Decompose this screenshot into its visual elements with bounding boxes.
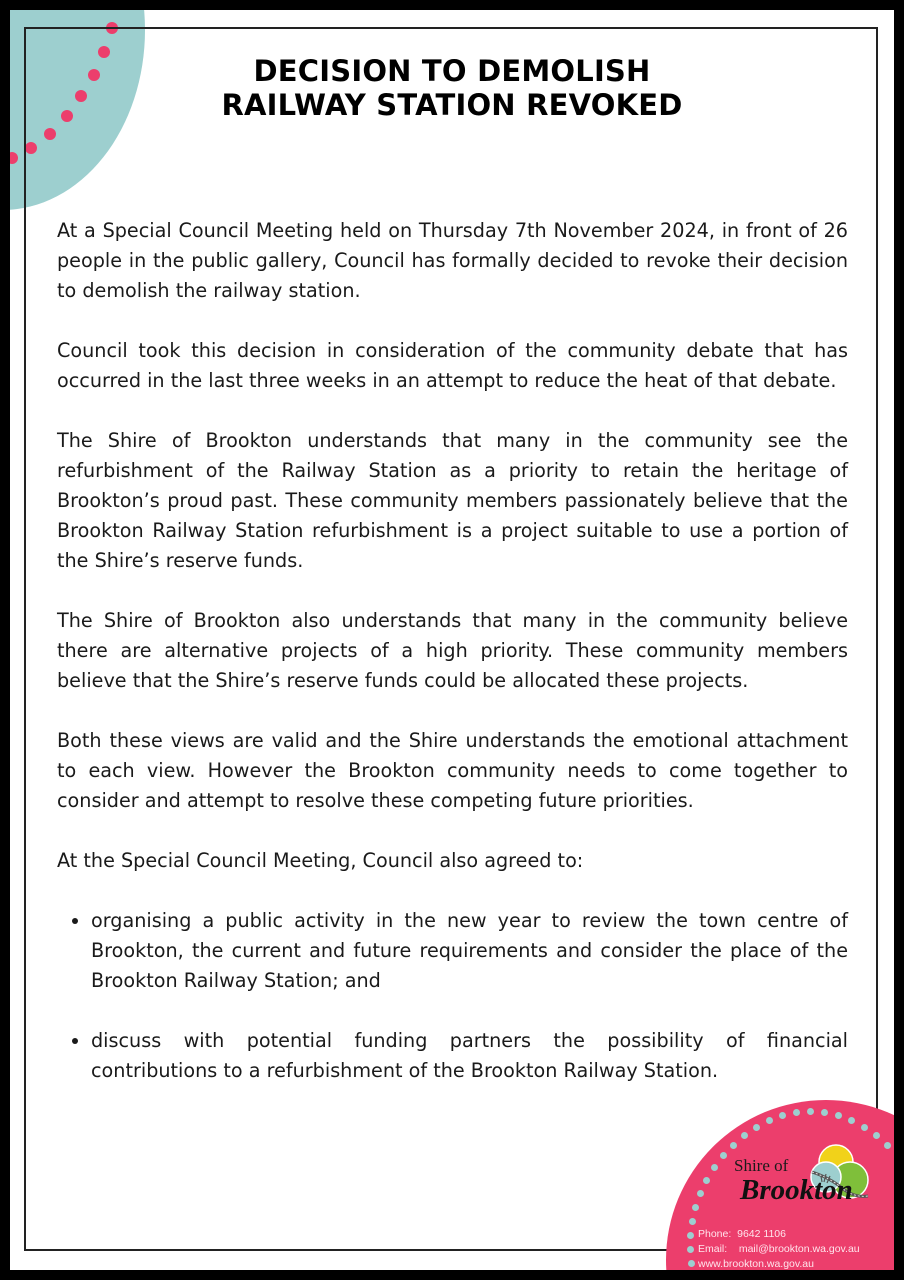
title-line-2: RAILWAY STATION REVOKED	[221, 88, 683, 122]
teal-dot	[697, 1190, 704, 1197]
paragraph: The Shire of Brookton understands that many in the community see the refurbishment of the Railway Station as a priority to retain the heritage of Brookton’s proud past. These community members passionately believe that the Brookton Railway Station refurbishment is a project suitable to use a portion of the Shire’s reserve funds.	[57, 429, 848, 572]
teal-dot	[861, 1124, 868, 1131]
paragraph: At a Special Council Meeting held on Thursday 7th November 2024, in front of 26 people in the public gallery, Council has formally decided to revoke their decision to demolish the railway station.	[57, 219, 848, 302]
list-item: • organising a public activity in the new year to review the town centre of Brookton, the current and future requirements and consider the place of the Brookton Railway Station; and	[91, 906, 848, 996]
agreement-list	[57, 906, 848, 1086]
teal-dot	[835, 1112, 842, 1119]
teal-dot	[692, 1204, 699, 1211]
teal-dot	[687, 1246, 694, 1253]
page-title	[10, 54, 894, 122]
contact-details	[698, 1227, 860, 1270]
paragraph: At the Special Council Meeting, Council also agreed to:	[57, 849, 584, 872]
list-item: • discuss with potential funding partners the possibility of financial contributions to a refurbishment of the Brookton Railway Station.	[91, 1026, 848, 1086]
teal-dot	[821, 1109, 828, 1116]
teal-dot	[884, 1142, 891, 1149]
shire-of-brookton-logo	[730, 1138, 880, 1218]
teal-dot	[711, 1164, 718, 1171]
teal-dot	[848, 1117, 855, 1124]
logo-text-shire-of: Shire of	[734, 1156, 789, 1175]
teal-dot	[793, 1109, 800, 1116]
paragraph: Council took this decision in consideration of the community debate that has occurred in the last three weeks in an attempt to reduce the heat of that debate.	[57, 339, 848, 392]
teal-dot	[703, 1177, 710, 1184]
paragraph: Both these views are valid and the Shire understands the emotional attachment to each view. However the Brookton community needs to come together to consider and attempt to resolve these competing future priorities.	[57, 729, 848, 812]
teal-dot	[779, 1112, 786, 1119]
teal-dot	[753, 1124, 760, 1131]
contact-website[interactable]: www.brookton.wa.gov.au	[698, 1258, 814, 1270]
contact-email[interactable]: Email: mail@brookton.wa.gov.au	[698, 1243, 860, 1255]
teal-dot	[807, 1108, 814, 1115]
teal-dot	[720, 1152, 727, 1159]
title-line-1: DECISION TO DEMOLISH	[253, 54, 651, 88]
flyer-page	[10, 10, 894, 1270]
teal-dot	[687, 1232, 694, 1239]
paragraph: The Shire of Brookton also understands that many in the community believe there are alternative projects of a high priority. These community members believe that the Shire’s reserve funds could be allocated these projects.	[57, 609, 848, 692]
teal-dot	[766, 1117, 773, 1124]
article-body	[57, 216, 848, 1116]
logo-text-brookton: Brookton	[740, 1174, 853, 1206]
contact-phone: Phone: 9642 1106	[698, 1228, 786, 1240]
teal-dot	[689, 1218, 696, 1225]
teal-dot	[688, 1260, 695, 1267]
